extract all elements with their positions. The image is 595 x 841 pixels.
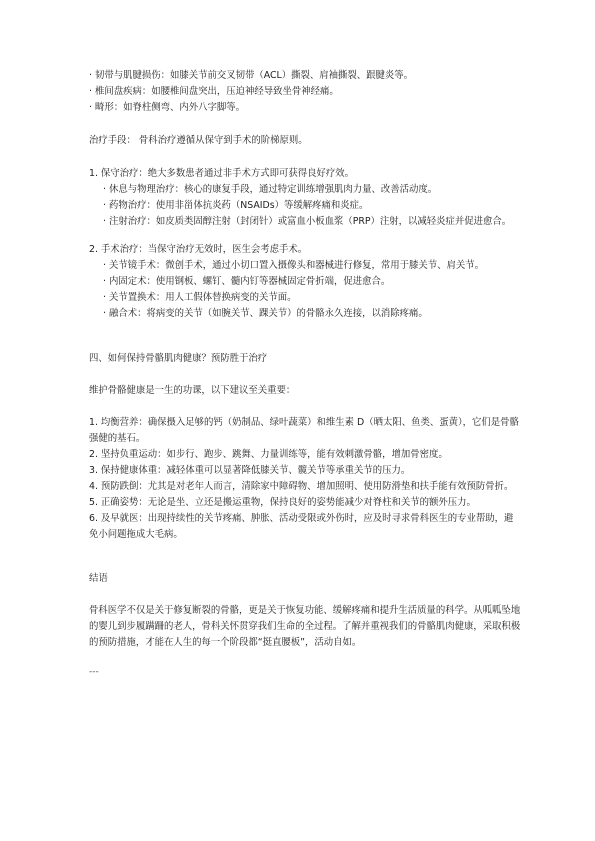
conclusion-paragraph [89,603,521,651]
conservative-treatment-section [89,166,521,230]
list-item: · 关节镜手术：微创手术，通过小切口置入摄像头和器械进行修复，常用于膝关节、肩关节。 [103,260,484,271]
list-item: · 融合术：将病变的关节（如腕关节、踝关节）的骨骼永久连接，以消除疼痛。 [103,308,428,319]
list-item: · 内固定术：使用钢板、螺钉、髓内钉等器械固定骨折端，促进愈合。 [103,276,391,287]
list-item: · 椎间盘疾病：如腰椎间盘突出，压迫神经导致坐骨神经痛。 [89,86,339,97]
list-item: · 药物治疗：使用非甾体抗炎药（NSAIDs）等缓解疼痛和炎症。 [103,200,369,211]
list-item: 5. 正确姿势：无论是坐、立还是搬运重物，保持良好的姿势能减少对脊柱和关节的额外压力。 [89,497,476,508]
list-item: · 注射治疗：如皮质类固醇注射（封闭针）或富血小板血浆（PRP）注射，以减轻炎症并促进愈合。 [103,216,512,227]
conclusion-heading-text: 结语 [89,573,108,584]
section4-intro-text: 维护骨骼健康是一生的功课，以下建议至关重要： [89,385,296,396]
section4-heading [89,351,521,367]
health-tips-list [89,415,521,543]
separator [89,664,521,680]
separator-text: --- [89,667,99,677]
list-item: · 休息与物理治疗：核心的康复手段，通过特定训练增强肌肉力量、改善活动度。 [103,184,438,195]
list-item: 4. 预防跌倒：尤其是对老年人而言，清除家中障碍物、增加照明、使用防滑垫和扶手能有效预防骨折。 [89,481,514,492]
injury-bullet-list [89,68,521,116]
list-item: · 畸形：如脊柱侧弯、内外八字脚等。 [89,102,245,113]
list-item: 6. 及早就医：出现持续性的关节疼痛、肿胀、活动受限或外伤时，应及时寻求骨科医生的专业帮助，避免小问题拖成大毛病。 [89,513,514,540]
treatment-heading-text: 治疗手段： 骨科治疗遵循从保守到手术的阶梯原则。 [89,135,308,146]
conclusion-text: 骨科医学不仅是关于修复断裂的骨骼，更是关于恢复功能、缓解疼痛和提升生活质量的科学。从呱呱坠地的婴儿到步履蹒跚的老人，骨科关怀贯穿我们生命的全过程。了解并重视我们的骨骼肌肉健康，采取积极的预防措施，才能在人生的每一个阶段都“挺直腰板”，活动自如。 [89,605,521,648]
treatment-heading [89,133,521,149]
list-item: 1. 均衡营养：确保摄入足够的钙（奶制品、绿叶蔬菜）和维生素 D（晒太阳、鱼类、蛋黄），它们是骨骼强健的基石。 [89,417,519,444]
list-item: 3. 保持健康体重：减轻体重可以显著降低膝关节、髋关节等承重关节的压力。 [89,465,411,476]
section4-heading-text: 四、如何保持骨骼肌肉健康？预防胜于治疗 [89,353,268,364]
surgical-treatment-section [89,242,521,322]
conclusion-heading [89,571,521,587]
surgical-title: 2. 手术治疗：当保守治疗无效时，医生会考虑手术。 [89,244,308,255]
section4-intro [89,383,521,399]
list-item: · 关节置换术：用人工假体替换病变的关节面。 [103,292,297,303]
list-item: 2. 坚持负重运动：如步行、跑步、跳舞、力量训练等，能有效刺激骨骼，增加骨密度。 [89,449,448,460]
conservative-title: 1. 保守治疗：绝大多数患者通过非手术方式即可获得良好疗效。 [89,168,355,179]
list-item: · 韧带与肌腱损伤：如膝关节前交叉韧带（ACL）撕裂、肩袖撕裂、跟腱炎等。 [89,70,413,81]
